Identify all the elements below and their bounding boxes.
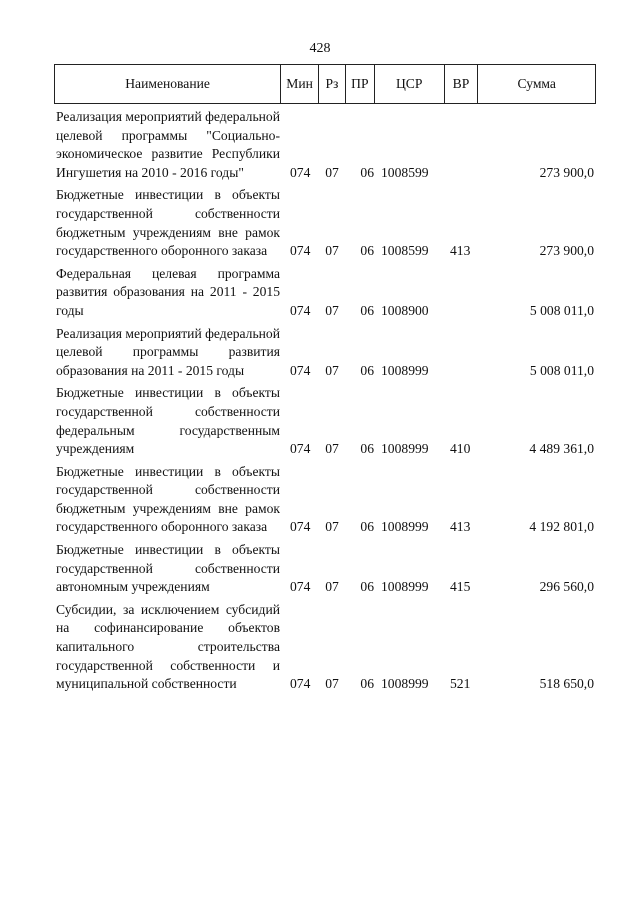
row-csr: 1008999 <box>381 362 429 378</box>
row-min: 074 <box>290 676 311 692</box>
row-csr: 1008999 <box>381 519 429 535</box>
row-pr: 06 <box>360 579 374 595</box>
header-pr: ПР <box>346 65 375 103</box>
table-row <box>54 325 596 381</box>
header-name: Наименование <box>55 65 281 103</box>
row-min: 074 <box>290 579 311 595</box>
row-name: Бюджетные инвестиции в объекты государственной собственности бюджетным учреждениям вне рамок государственного оборонного заказа <box>56 463 280 535</box>
row-rz: 07 <box>325 164 339 180</box>
row-csr: 1008900 <box>381 302 429 318</box>
row-sum: 4 192 801,0 <box>529 519 594 535</box>
row-sum: 5 008 011,0 <box>529 302 594 318</box>
row-name: Федеральная целевая программа развития образования на 2011 - 2015 годы <box>56 265 280 318</box>
row-min: 074 <box>290 243 311 259</box>
row-sum: 273 900,0 <box>539 164 594 180</box>
row-vr: 410 <box>450 441 471 457</box>
row-pr: 06 <box>360 676 374 692</box>
row-vr: 521 <box>450 676 471 692</box>
row-min: 074 <box>290 519 311 535</box>
row-vr: 413 <box>450 519 471 535</box>
row-rz: 07 <box>325 243 339 259</box>
row-sum: 518 650,0 <box>539 676 594 692</box>
table-row <box>54 601 596 694</box>
row-rz: 07 <box>325 362 339 378</box>
row-sum: 296 560,0 <box>539 579 594 595</box>
row-rz: 07 <box>325 302 339 318</box>
row-csr: 1008999 <box>381 676 429 692</box>
table-header <box>54 64 596 104</box>
row-name: Субсидии, за исключением субсидий на софинансирование объектов капитального строительства государственной собственности и муниципальной собственности <box>56 601 280 692</box>
header-sum: Сумма <box>517 76 556 91</box>
row-csr: 1008599 <box>381 164 429 180</box>
row-vr: 413 <box>450 243 471 259</box>
row-min: 074 <box>290 362 311 378</box>
row-name: Бюджетные инвестиции в объекты государственной собственности бюджетным учреждениям вне рамок государственного оборонного заказа <box>56 187 280 259</box>
row-pr: 06 <box>360 519 374 535</box>
row-pr: 06 <box>360 164 374 180</box>
row-sum: 273 900,0 <box>539 243 594 259</box>
row-pr: 06 <box>360 243 374 259</box>
row-rz: 07 <box>325 579 339 595</box>
row-min: 074 <box>290 302 311 318</box>
header-min: Мин <box>281 65 319 103</box>
table-row <box>54 186 596 260</box>
row-vr: 415 <box>450 579 471 595</box>
table-row <box>54 463 596 537</box>
table-row <box>54 541 596 597</box>
row-pr: 06 <box>360 302 374 318</box>
header-rz: Рз <box>319 65 346 103</box>
page-number: 428 <box>309 41 331 56</box>
row-rz: 07 <box>325 519 339 535</box>
row-sum: 4 489 361,0 <box>529 441 594 457</box>
row-name: Бюджетные инвестиции в объекты государственной собственности федеральным государственным учреждениям <box>56 385 280 457</box>
row-pr: 06 <box>360 362 374 378</box>
row-name: Реализация мероприятий федеральной целевой программы развития образования на 2011 - 2015 годы <box>56 325 281 378</box>
header-csr: ЦСР <box>375 65 445 103</box>
row-min: 074 <box>290 441 311 457</box>
header-vr: ВР <box>445 65 479 103</box>
row-pr: 06 <box>360 441 374 457</box>
row-rz: 07 <box>325 441 339 457</box>
row-name: Реализация мероприятий федеральной целевой программы "Социально-экономическое развитие Республики Ингушетия на 2010 - 2016 годы" <box>56 109 281 180</box>
row-csr: 1008599 <box>381 243 429 259</box>
row-csr: 1008999 <box>381 441 429 457</box>
table-row <box>54 384 596 458</box>
table-row <box>54 108 596 182</box>
row-sum: 5 008 011,0 <box>529 362 594 378</box>
row-rz: 07 <box>325 676 339 692</box>
row-min: 074 <box>290 164 311 180</box>
row-name: Бюджетные инвестиции в объекты государственной собственности автономным учреждениям <box>56 542 280 595</box>
row-csr: 1008999 <box>381 579 429 595</box>
table-body <box>54 108 596 698</box>
table-row <box>54 265 596 321</box>
